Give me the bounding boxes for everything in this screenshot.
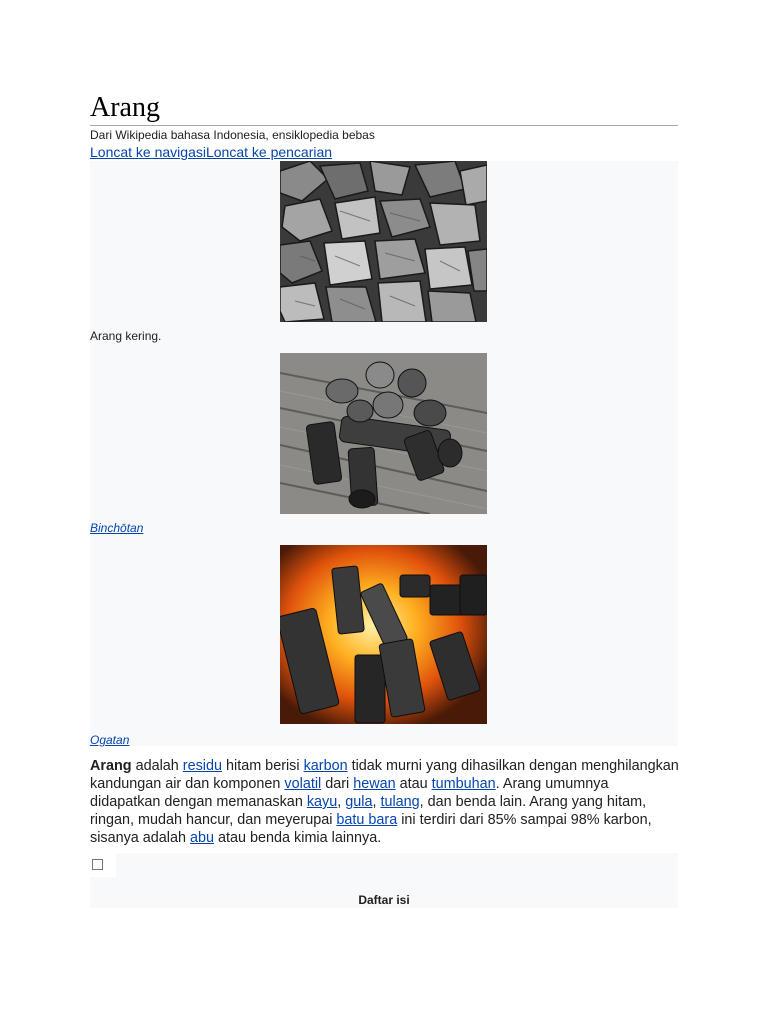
table-of-contents xyxy=(90,853,678,908)
text: ini terdiri dari 85% sampai 98% karbon, sisanya adalah xyxy=(90,812,652,846)
text: . Arang umumnya didapatkan dengan memanaskan xyxy=(90,776,609,810)
text: , xyxy=(337,794,346,810)
text: adalah xyxy=(131,758,183,774)
text: dari xyxy=(321,776,354,792)
link-volatil[interactable]: volatil xyxy=(284,776,322,792)
bold-term: Arang xyxy=(90,758,132,774)
charcoal-pile-image[interactable] xyxy=(280,161,487,322)
link-kayu[interactable]: kayu xyxy=(306,794,338,810)
text: tidak murni yang dihasilkan dengan menghilangkan kandungan air dan komponen xyxy=(90,758,679,792)
toc-toggle[interactable] xyxy=(90,853,116,877)
binchotan-image[interactable] xyxy=(280,353,487,514)
link-gula[interactable]: gula xyxy=(345,794,373,810)
text: atau benda kimia lainnya. xyxy=(214,830,382,846)
jump-to-search-link[interactable]: Loncat ke pencarian xyxy=(205,144,333,160)
link-abu[interactable]: abu xyxy=(190,830,215,846)
page-title: Arang xyxy=(90,92,678,126)
checkbox-icon[interactable] xyxy=(92,859,103,870)
intro-paragraph xyxy=(90,757,680,847)
link-karbon[interactable]: karbon xyxy=(303,758,348,774)
link-hewan[interactable]: hewan xyxy=(353,776,396,792)
text: , dan benda lain. Arang yang hitam, ringan, mudah hancur, dan meyerupai xyxy=(90,794,647,828)
link-tulang[interactable]: tulang xyxy=(380,794,420,810)
jump-to-navigation-link[interactable]: Loncat ke navigasi xyxy=(90,144,206,160)
text: hitam berisi xyxy=(222,758,304,774)
text: atau xyxy=(395,776,432,792)
link-batu-bara[interactable]: batu bara xyxy=(336,812,398,828)
link-tumbuhan[interactable]: tumbuhan xyxy=(431,776,496,792)
image-caption: Arang kering. xyxy=(90,329,162,343)
toc-title: Daftar isi xyxy=(358,893,410,907)
image-caption xyxy=(90,521,143,535)
infobox xyxy=(90,161,678,746)
jump-links xyxy=(90,144,332,161)
link-residu[interactable]: residu xyxy=(182,758,222,774)
text: , xyxy=(372,794,381,810)
ogatan-caption-link[interactable]: Ogatan xyxy=(90,733,130,747)
image-caption xyxy=(90,733,129,747)
site-tagline: Dari Wikipedia bahasa Indonesia, ensiklopedia bebas xyxy=(90,128,375,142)
binchotan-caption-link[interactable]: Binchōtan xyxy=(90,521,144,535)
ogatan-image[interactable] xyxy=(280,545,487,724)
